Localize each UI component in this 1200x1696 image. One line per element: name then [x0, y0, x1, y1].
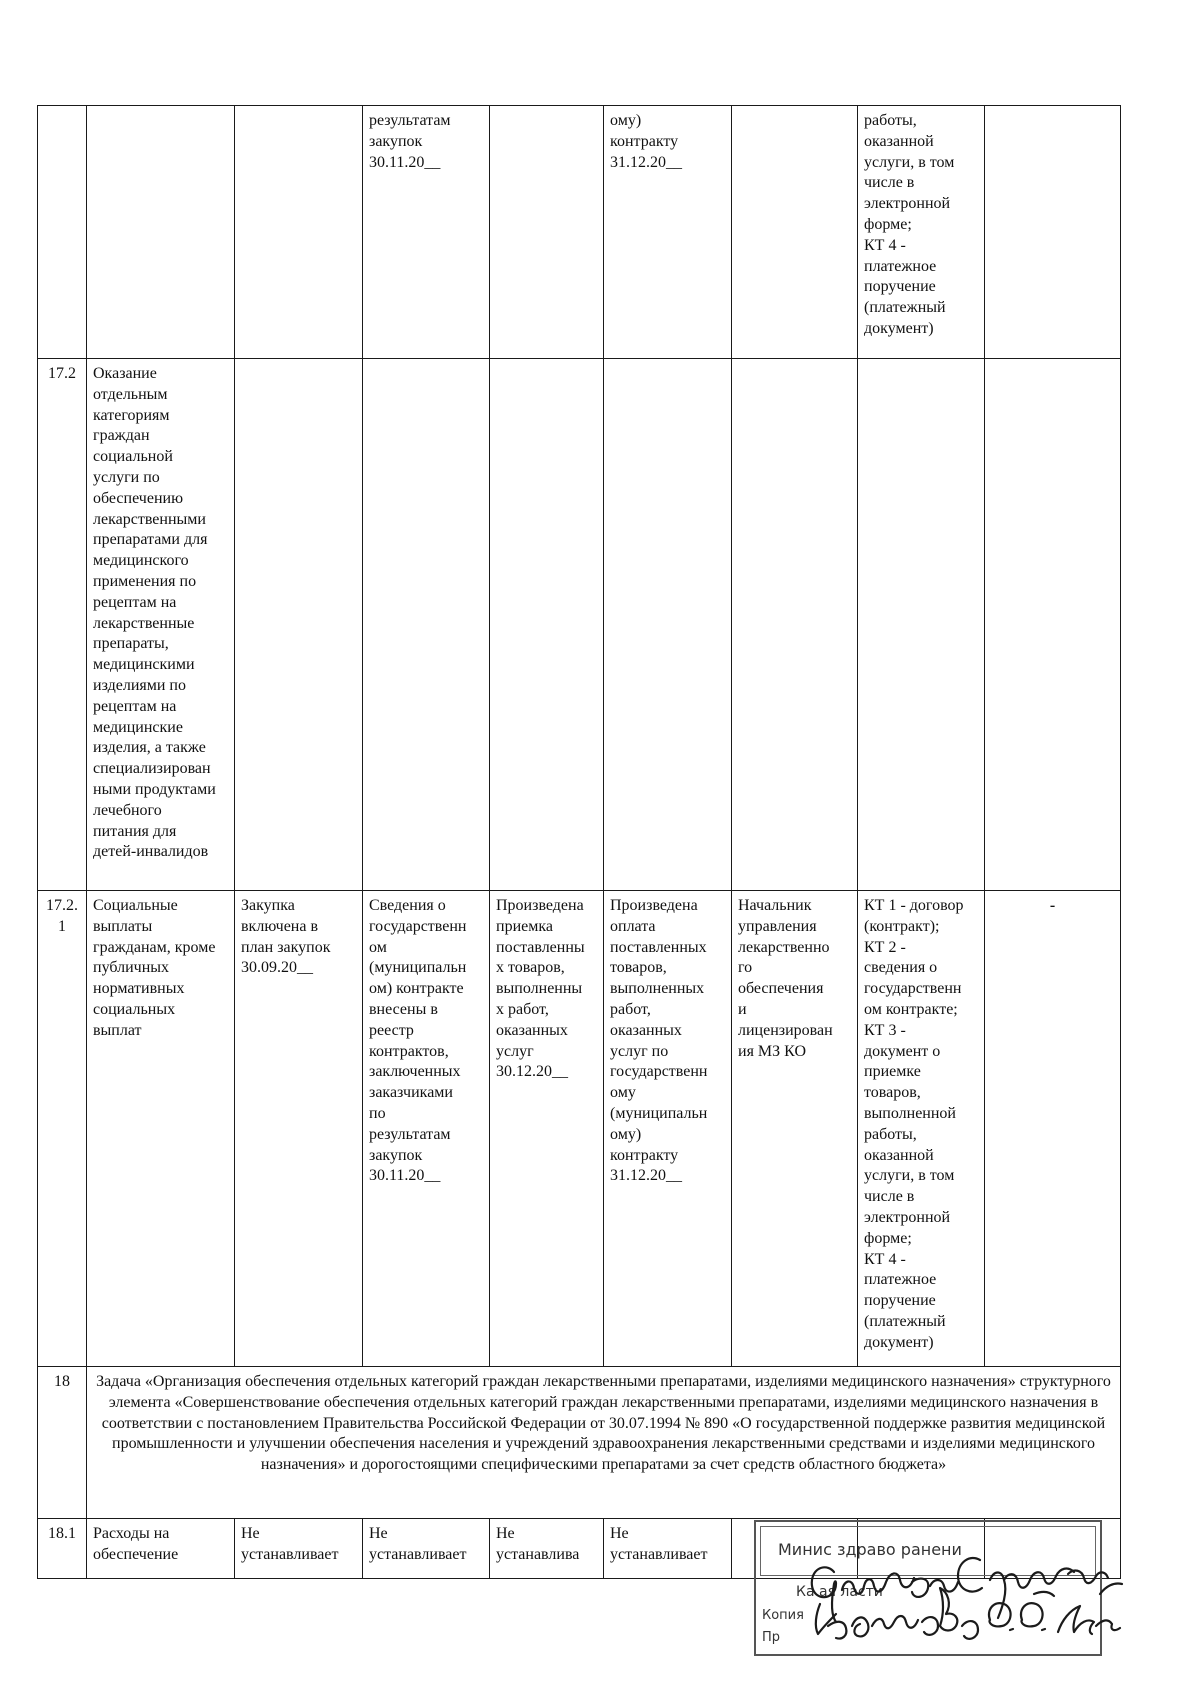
row-name: Оказание отдельным категориям граждан социальной услуги по обеспечению лекарственными препаратами для медицинского применения по рецептам на лекарственные препараты, медицинскими изделиями по рецептам на медицинские изделия, а также специализирован ными продуктами лечебного питания для детей-инвалидов	[87, 359, 235, 891]
cell-c4: результатам закупок 30.11.20__	[363, 106, 490, 359]
row-number: 18	[38, 1367, 87, 1519]
stamp-line-4: Пр	[762, 1630, 781, 1645]
task-description: Задача «Организация обеспечения отдельных категорий граждан лекарственными препаратами, изделиями медицинского назначения» структурного элемента «Совершенствование обеспечения отдельных категорий граждан лекарственными препаратами, изделиями медицинского назначения в соответствии с постановлением Правительства Российской Федерации от 30.07.1994 № 890 «О государственной поддержке развития медицинской промышленности и улучшении обеспечения населения и учреждений здравоохранения лекарственными средствами и изделиями медицинского назначения» и дорогостоящими специфическими препаратами за счет средств областного бюджета»	[87, 1367, 1121, 1519]
stamp-line-2: Ка ая ласти	[796, 1584, 883, 1600]
cell-c4: Сведения о государственн ом (муниципальн ом) контракте внесены в реестр контрактов, заключенных заказчиками по результатам закупок 30.11.20__	[363, 891, 490, 1367]
cell-c4: Не устанавливает	[363, 1519, 490, 1579]
row-name: Расходы на обеспечение	[87, 1519, 235, 1579]
cell-c3: Не устанавливает	[235, 1519, 363, 1579]
cell-c7: Начальник управления лекарственно го обеспечения и лицензирован ия МЗ КО	[732, 891, 858, 1367]
cell-c5: Не устанавлива	[490, 1519, 604, 1579]
cell-c9: -	[985, 891, 1121, 1367]
row-number: 18.1	[38, 1519, 87, 1579]
row-number: 17.2. 1	[38, 891, 87, 1367]
stamp-line-3: Копия	[762, 1608, 804, 1623]
cell-c5: Произведена приемка поставленны х товаров, выполненны х работ, оказанных услуг 30.12.20__	[490, 891, 604, 1367]
cell-c6: Произведена оплата поставленных товаров, выполненных работ, оказанных услуг по государственн ому (муниципальн ому) контракту 31.12.20__	[604, 891, 732, 1367]
stamp-line-1: Минис здраво ранени	[778, 1540, 962, 1559]
cell-c8: работы, оказанной услуги, в том числе в электронной форме; КТ 4 - платежное поручение (платежный документ)	[858, 106, 985, 359]
row-number: 17.2	[38, 359, 87, 891]
cell-c6: ому) контракту 31.12.20__	[604, 106, 732, 359]
cell-c6: Не устанавливает	[604, 1519, 732, 1579]
cell-c8: КТ 1 - договор (контракт); КТ 2 - сведения о государственн ом контракте; КТ 3 - документ о приемке товаров, выполненной работы, оказанной услуги, в том числе в электронной форме; КТ 4 - платежное поручение (платежный документ)	[858, 891, 985, 1367]
cell-c3: Закупка включена в план закупок 30.09.20__	[235, 891, 363, 1367]
row-name: Социальные выплаты гражданам, кроме публичных нормативных социальных выплат	[87, 891, 235, 1367]
